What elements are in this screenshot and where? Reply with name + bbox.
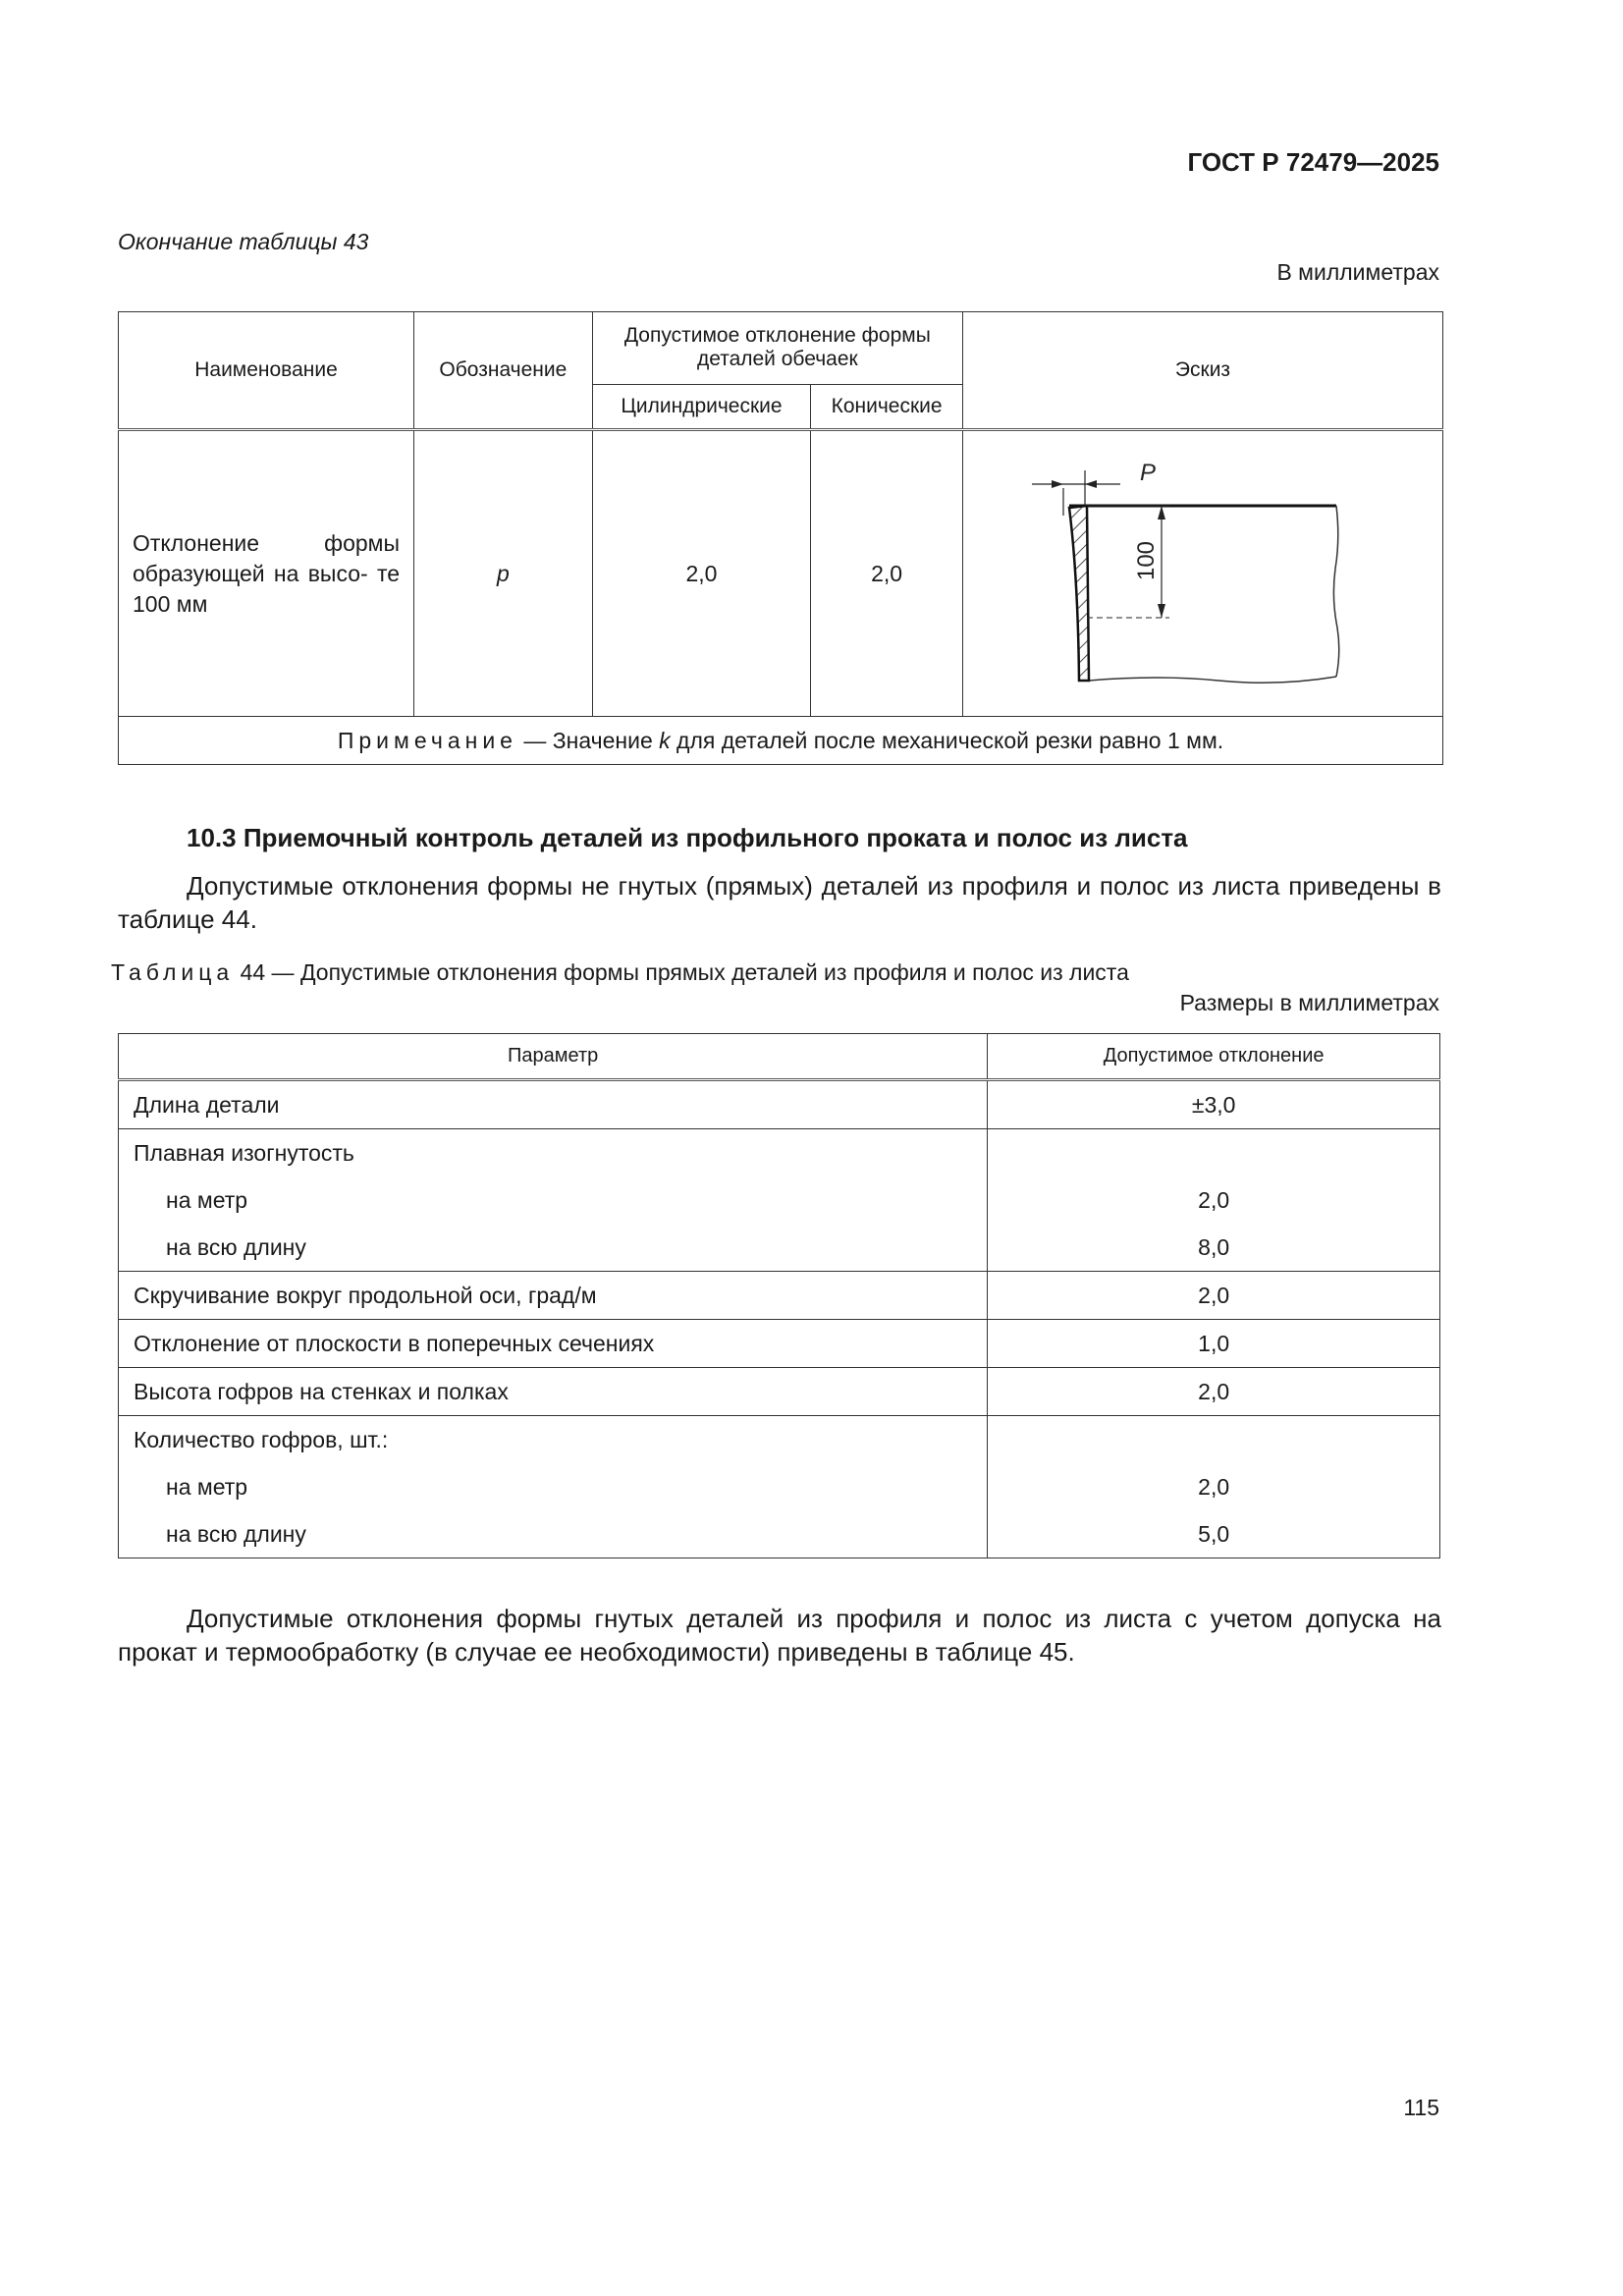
table-row-param: на всю длину — [119, 1510, 988, 1558]
row-cylindrical-value: 2,0 — [592, 430, 811, 717]
table-row-param: на метр — [119, 1176, 988, 1224]
table44-units: Размеры в миллиметрах — [1179, 990, 1439, 1015]
table43-units: В миллиметрах — [1276, 259, 1439, 285]
table-row-param: Высота гофров на стенках и полках — [119, 1368, 988, 1416]
col-header-symbol: Обозначение — [414, 312, 593, 430]
sketch-p-label: P — [1139, 460, 1156, 486]
table-continuation-label: Окончание таблицы 43 — [118, 229, 369, 254]
section-title: 10.3 Приемочный контроль деталей из профильного проката и полос из листа — [187, 823, 1188, 852]
table-row-value: 5,0 — [988, 1510, 1440, 1558]
table-row-value: 2,0 — [988, 1272, 1440, 1320]
col-header-conical: Конические — [811, 384, 963, 429]
table-row-param: на всю длину — [119, 1224, 988, 1272]
table-row-param: на метр — [119, 1463, 988, 1510]
paragraph-2: Допустимые отклонения формы гнутых деталей из профиля и полос из листа с учетом допуска на прокат и термообработку (в случае ее необходимости) приведены в таблице 45. — [118, 1604, 1441, 1667]
table44-label: Таблица — [111, 959, 235, 985]
document-standard-number: ГОСТ Р 72479—2025 — [1187, 147, 1439, 177]
table-row-value: 2,0 — [988, 1368, 1440, 1416]
table-row-value: 2,0 — [988, 1463, 1440, 1510]
table44-title: 44 — Допустимые отклонения формы прямых деталей из профиля и полос из листа — [234, 959, 1129, 985]
table-44 — [118, 1033, 1440, 1558]
table-row-value — [988, 1416, 1440, 1464]
table44-caption — [111, 959, 1129, 986]
col-header-name: Наименование — [119, 312, 414, 430]
paragraph-1: Допустимые отклонения формы не гнутых (прямых) деталей из профиля и полос из листа приведены в таблице 44. — [118, 871, 1441, 934]
col-header-deviation: Допустимое отклонение — [988, 1034, 1440, 1080]
sketch-100-label: 100 — [1132, 540, 1160, 581]
table-row-param: Скручивание вокруг продольной оси, град/м — [119, 1272, 988, 1320]
col-header-group: Допустимое отклонение формы деталей обечаек — [592, 312, 962, 385]
table-row-param: Количество гофров, шт.: — [119, 1416, 988, 1464]
col-header-parameter: Параметр — [119, 1034, 988, 1080]
sketch-break-line — [1333, 506, 1338, 677]
row-symbol: p — [414, 430, 593, 717]
sketch-cell — [962, 430, 1442, 717]
table-row-value: 8,0 — [988, 1224, 1440, 1272]
table-row-param: Отклонение от плоскости в поперечных сечениях — [119, 1320, 988, 1368]
col-header-cylindrical: Цилиндрические — [592, 384, 811, 429]
deviation-sketch — [963, 431, 1442, 716]
note-k: k — [659, 727, 671, 753]
page-number: 115 — [1403, 2095, 1439, 2120]
table-row-param: Плавная изогнутость — [119, 1129, 988, 1177]
table-row-value: 1,0 — [988, 1320, 1440, 1368]
row-conical-value: 2,0 — [811, 430, 963, 717]
table-row-value — [988, 1129, 1440, 1177]
col-header-sketch: Эскиз — [962, 312, 1442, 430]
table-row-param: Длина детали — [119, 1080, 988, 1129]
note-label: Примечание — [337, 727, 517, 753]
table43-note — [119, 717, 1443, 765]
note-text: — Значение — [516, 727, 660, 753]
row-name: Отклонение формы образующей на высо- те 100 мм — [119, 430, 414, 717]
table-43 — [118, 311, 1443, 765]
table-row-value: ±3,0 — [988, 1080, 1440, 1129]
table-row-value: 2,0 — [988, 1176, 1440, 1224]
note-rest: для деталей после механической резки равно 1 мм. — [670, 727, 1224, 753]
sketch-bottom-break — [1089, 677, 1336, 683]
sketch-wall — [1069, 506, 1089, 681]
